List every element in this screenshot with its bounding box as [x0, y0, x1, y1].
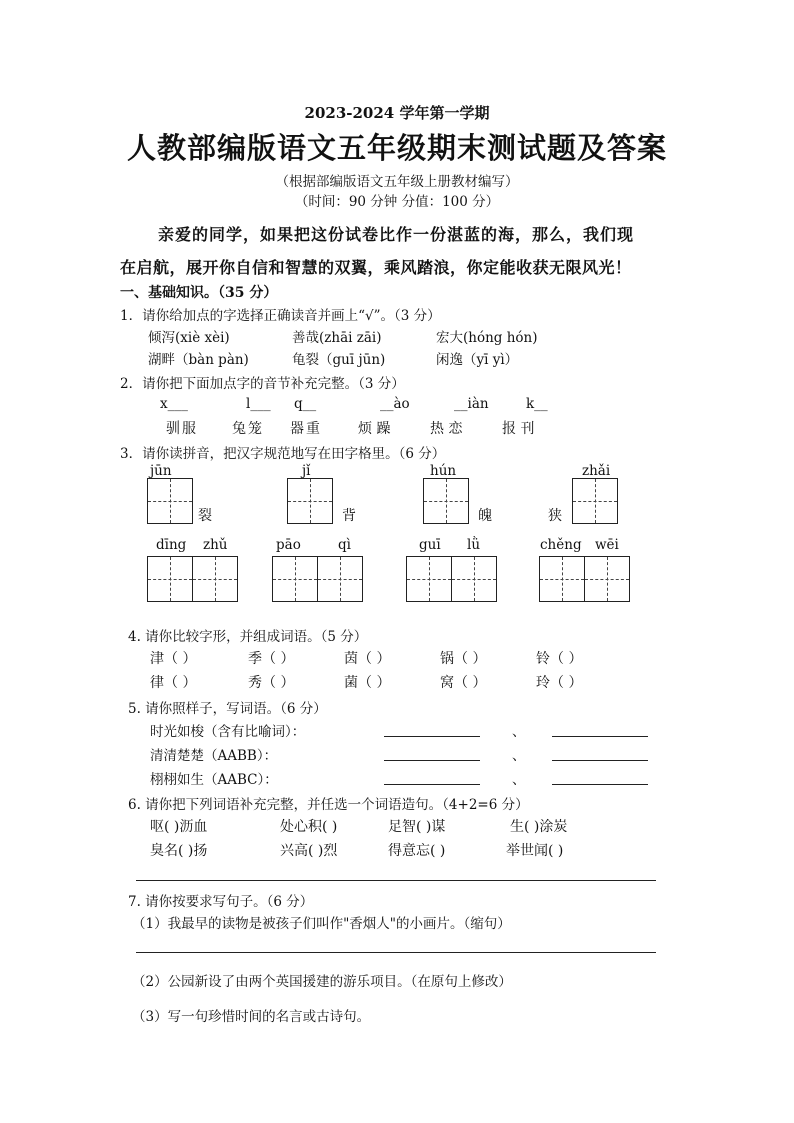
q3-pinyin: hún [430, 463, 457, 479]
writing-grid[interactable] [317, 556, 363, 602]
q7-sentence-1: （1）我最早的读物是被孩子们叫作"香烟人"的小画片。（缩句） [132, 916, 511, 932]
q2-word: 器重 [290, 421, 322, 437]
q4-item[interactable]: 锅（ ） [440, 651, 487, 667]
q2-word: 热 恋 [430, 421, 463, 437]
q2-word: 驯服 [166, 421, 198, 437]
answer-line[interactable] [384, 784, 480, 785]
section-heading: 一、基础知识。（35 分） [120, 285, 278, 301]
writing-grid[interactable] [192, 556, 238, 602]
q3-pinyin: qì [338, 537, 351, 553]
q2-blank[interactable]: __iàn [454, 396, 489, 412]
q3-pinyin: jǐ [302, 463, 311, 479]
q3-pinyin: wēi [595, 537, 619, 553]
answer-line[interactable] [384, 760, 480, 761]
q3-pinyin: guī [419, 537, 441, 553]
q3-char: 狭 [548, 508, 562, 524]
writing-grid[interactable] [539, 556, 585, 602]
q6-prompt: 6. 请你把下列词语补充完整，并任选一个词语造句。（4+2=6 分） [128, 797, 529, 813]
writing-grid-pair[interactable] [539, 556, 630, 602]
writing-grid-group[interactable] [572, 478, 618, 524]
q7-sentence-2[interactable]: （2）公园新设了由两个英国援建的游乐项目。（在原句上修改） [132, 974, 512, 990]
q7-prompt: 7. 请你按要求写句子。（6 分） [128, 894, 314, 910]
writing-grid[interactable] [147, 556, 193, 602]
q2-blank[interactable]: q__ [294, 396, 317, 412]
answer-line[interactable] [552, 760, 648, 761]
q6-idiom[interactable]: 生( )涂炭 [510, 819, 568, 835]
q2-word: 兔笼 [232, 421, 264, 437]
q2-blank[interactable]: l___ [246, 396, 271, 412]
q4-item[interactable]: 玲（ ） [536, 675, 583, 691]
q5-item: 清清楚楚（AABB）： [150, 748, 278, 764]
q3-pinyin: zhǔ [203, 537, 228, 553]
writing-grid-group[interactable] [287, 478, 333, 524]
q3-char: 背 [342, 508, 356, 524]
q1-item[interactable]: 龟裂（guī jūn) [292, 352, 386, 368]
q1-item[interactable]: 宏大(hóng hón) [436, 330, 538, 346]
writing-grid[interactable] [423, 478, 469, 524]
writing-grid-pair[interactable] [272, 556, 363, 602]
q3-pinyin: dīng [156, 537, 187, 553]
q1-item[interactable]: 闲逸（yī yì） [436, 352, 519, 368]
q2-blank[interactable]: x___ [160, 396, 188, 412]
q4-item[interactable]: 窝（ ） [440, 675, 487, 691]
q3-char: 裂 [198, 508, 212, 524]
writing-grid[interactable] [406, 556, 452, 602]
q2-word: 烦 躁 [358, 421, 391, 437]
writing-grid[interactable] [287, 478, 333, 524]
writing-grid-group[interactable] [147, 478, 193, 524]
q5-sep: 、 [512, 772, 526, 788]
q5-sep: 、 [512, 748, 526, 764]
q2-blank[interactable]: __ào [380, 396, 410, 412]
q4-item[interactable]: 律（ ） [150, 675, 197, 691]
q1-item[interactable]: 善哉(zhāi zāi) [292, 330, 382, 346]
writing-grid[interactable] [451, 556, 497, 602]
q5-sep: 、 [512, 724, 526, 740]
q4-prompt: 4. 请你比较字形，并组成词语。（5 分） [128, 629, 368, 645]
writing-grid[interactable] [147, 478, 193, 524]
q5-prompt: 5. 请你照样子，写词语。（6 分） [128, 701, 327, 717]
q4-item[interactable]: 铃（ ） [536, 651, 583, 667]
q3-char: 魄 [478, 508, 492, 524]
page-subtitle: （根据部编版语文五年级上册教材编写） [275, 174, 519, 190]
q2-blank[interactable]: k__ [526, 396, 548, 412]
writing-grid[interactable] [572, 478, 618, 524]
q4-item[interactable]: 季（ ） [248, 651, 295, 667]
answer-line[interactable] [136, 952, 656, 953]
q3-pinyin: pāo [276, 537, 301, 553]
page-title: 人教部编版语文五年级期末测试题及答案 [126, 131, 667, 165]
q4-item[interactable]: 菌（ ） [344, 675, 391, 691]
answer-line[interactable] [384, 736, 480, 737]
writing-grid-pair[interactable] [147, 556, 238, 602]
exam-year: 2023-2024 学年第一学期 [304, 104, 490, 122]
q1-prompt: 1．请你给加点的字选择正确读音并画上“√”。（3 分） [120, 308, 441, 324]
intro-line-1: 亲爱的同学，如果把这份试卷比作一份湛蓝的海，那么，我们现 [158, 225, 635, 244]
q6-idiom[interactable]: 呕( )沥血 [150, 819, 208, 835]
writing-grid[interactable] [584, 556, 630, 602]
q6-idiom[interactable]: 处心积( ) [280, 819, 338, 835]
q7-sentence-3: （3）写一句珍惜时间的名言或古诗句。 [132, 1009, 371, 1025]
q1-item[interactable]: 湖畔（bàn pàn) [148, 352, 249, 368]
q5-item: 栩栩如生（AABC）： [150, 772, 278, 788]
answer-line[interactable] [552, 784, 648, 785]
answer-line[interactable] [552, 736, 648, 737]
q3-pinyin: zhǎi [582, 463, 611, 479]
q4-item[interactable]: 秀（ ） [248, 675, 295, 691]
writing-grid-group[interactable] [423, 478, 469, 524]
answer-line[interactable] [136, 880, 656, 881]
q4-item[interactable]: 津（ ） [150, 651, 197, 667]
q3-pinyin: chěng [540, 537, 582, 553]
time-score: （时间：90 分钟 分值：100 分） [294, 194, 500, 210]
q6-idiom[interactable]: 足智( )谋 [388, 819, 446, 835]
q6-idiom[interactable]: 臭名( )扬 [150, 843, 208, 859]
q3-prompt: 3．请你读拼音，把汉字规范地写在田字格里。（6 分） [120, 446, 446, 462]
q6-idiom[interactable]: 举世闻( ) [506, 843, 564, 859]
q6-idiom[interactable]: 得意忘( ) [388, 843, 446, 859]
q2-prompt: 2．请你把下面加点字的音节补充完整。（3 分） [120, 376, 405, 392]
intro-line-2: 在启航，展开你自信和智慧的双翼，乘风踏浪，你定能收获无限风光！ [120, 258, 632, 277]
q3-pinyin: lǜ [467, 537, 481, 553]
q1-item[interactable]: 倾泻(xiè xèi) [148, 330, 230, 346]
q4-item[interactable]: 茵（ ） [344, 651, 391, 667]
q5-item: 时光如梭（含有比喻词）： [150, 724, 306, 740]
q3-pinyin: jūn [150, 463, 172, 479]
q6-idiom[interactable]: 兴高( )烈 [280, 843, 338, 859]
writing-grid[interactable] [272, 556, 318, 602]
q2-word: 报 刊 [502, 421, 535, 437]
writing-grid-pair[interactable] [406, 556, 497, 602]
